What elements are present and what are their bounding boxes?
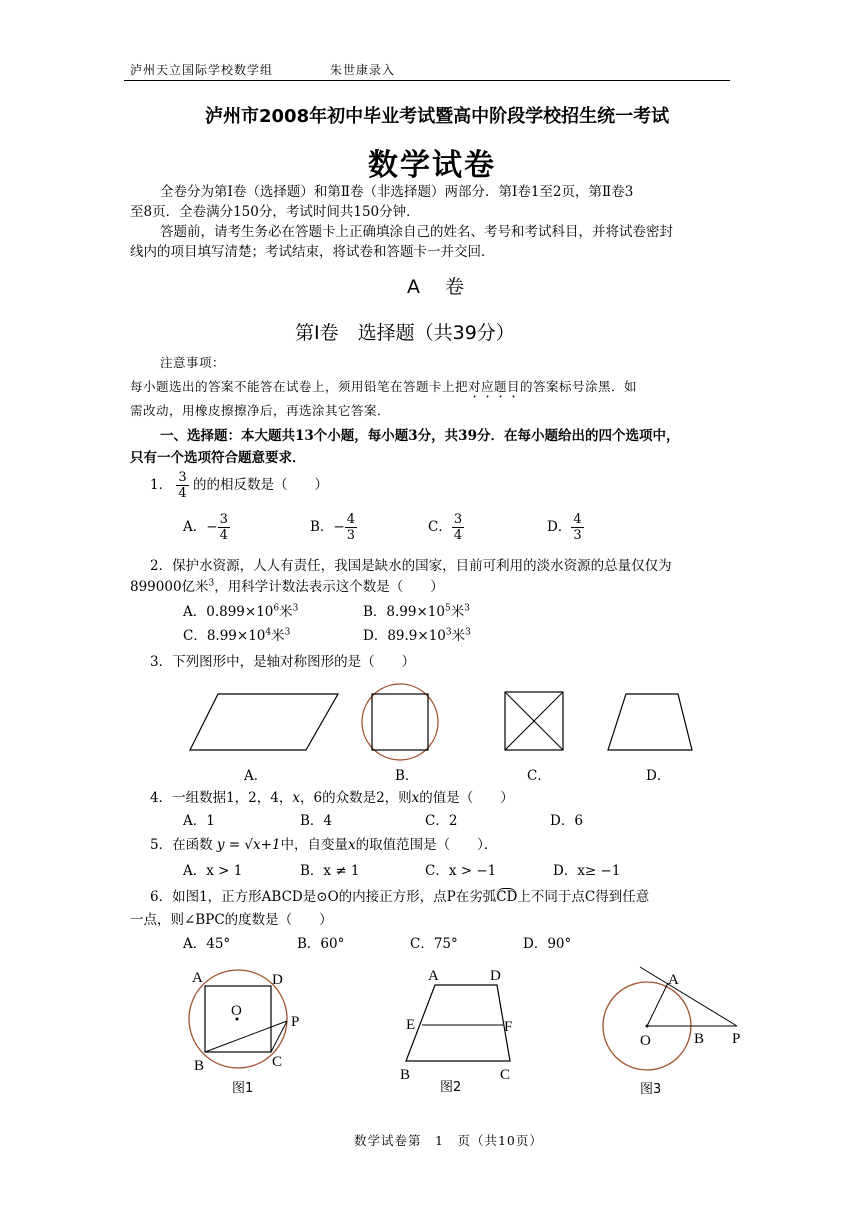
instructions-line-2: 只有一个选项符合题意要求． [130,450,306,466]
q1-frac-num: 3 [178,470,187,485]
fig3-label-o: O [640,1033,651,1049]
q1-number: 1． [150,477,173,493]
fig2-caption: 图2 [440,1080,462,1095]
q4-option-c: C．2 [425,813,458,829]
q2-d-text: D．89.9×10 [363,628,446,644]
q2-c-text: C．8.99×10 [183,628,266,644]
q4-option-b: B．4 [300,813,333,829]
q3-label-c: C． [527,768,551,784]
figure-3 [603,967,740,1097]
q4-pre: 4．一组数据1，2，4， [150,790,293,806]
q1-fraction [176,470,188,501]
q6-line-2: 一点，则∠BPC的度数是（ ） [130,912,333,928]
q3-label-d: D． [646,768,671,784]
q4-post: 的值是（ ） [419,790,514,806]
q2-a-cube: 3 [292,603,299,614]
q1-a-frac [218,512,230,543]
q4-var-2: x [411,790,420,806]
q6-arc: CD [496,889,518,905]
q2-option-d [363,624,471,644]
q1-b-frac [345,512,357,543]
fig1-caption: 图1 [232,1081,254,1096]
q2-d-unit: 米 [451,628,466,644]
fig3-caption: 图3 [640,1082,662,1097]
q2-line-1: 2．保护水资源，人人有责任，我国是缺水的国家，目前可利用的淡水资源的总量仅仅为 [150,558,672,574]
q1-a-label: A． [183,519,207,535]
q6-option-c: C．75° [410,936,458,952]
q2-line-2 [130,575,444,595]
q3-label-b: B． [395,768,419,784]
q1-text: 的的相反数是（ ） [192,477,328,493]
q2-b-unit: 米 [450,604,465,620]
fig3-label-a: A [668,972,679,988]
circle-square-figure [362,684,438,760]
q3-stem: 3．下列图形中，是轴对称图形的是（ ） [150,654,416,670]
q1-d-frac [571,512,583,543]
q2-option-b [363,600,470,620]
q1-stem [150,470,328,501]
notes-label: 注意事项： [160,355,226,370]
fig1-label-a: A [192,970,203,986]
q2-c-cube: 3 [284,627,291,638]
q6-line-1 [150,885,649,905]
fig2-label-b: B [400,1067,411,1083]
intro-line-4: 线内的项目填写清楚；考试结束，将试卷和答题卡一并交回． [130,244,495,260]
q1-d-den: 3 [573,528,582,543]
fig1-label-o: O [231,1003,242,1019]
instructions-line-1 [160,424,679,444]
q2-b-cube: 3 [464,603,470,614]
q2-option-c [183,624,290,644]
fig1-label-d: D [272,972,283,988]
q2-d-cube: 3 [465,627,471,638]
fig2-label-c: C [500,1067,511,1083]
intro-line-2: 至8页．全卷满分150分，考试时间共150分钟． [130,204,420,220]
q1-a-den: 4 [219,528,228,543]
q4-option-d: D．6 [550,813,583,829]
q1-c-frac [452,512,464,543]
intro-line-3: 答题前，请考生务必在答题卡上正确填涂自己的姓名、考号和考试科目，并将试卷密封 [160,224,673,240]
q1-option-c [428,512,464,543]
q6-option-d: D．90° [523,936,572,952]
fig2-label-f: F [504,1019,513,1035]
q2-b-text: B．8.99×10 [363,604,445,620]
q6-pre: 6．如图1，正方形ABCD是⊙O的内接正方形，点P在劣弧 [150,889,497,905]
q1-d-label: D． [547,519,572,535]
geometry-figures [0,955,860,1105]
q1-b-sign: − [333,519,345,535]
header-divider [124,80,730,81]
fig2-label-d: D [490,968,501,984]
q1-option-b [310,512,357,543]
header-author: 朱世康录入 [330,63,396,77]
fig2-label-a: A [428,968,439,984]
page-footer: 数学试卷第 1 页（共10页） [354,1133,543,1148]
q5-pre: 5．在函数 [150,837,213,853]
trapezoid-figure [608,694,692,750]
q1-c-den: 4 [453,528,463,543]
fig3-label-p: P [732,1031,741,1047]
parallelogram-figure [190,694,338,750]
q2-a-text: A．0.899×10 [183,604,274,620]
q5-option-c: C．x > −1 [425,863,497,879]
q4-option-a: A．1 [183,813,215,829]
q5-option-d: D．x≥ −1 [553,863,621,879]
q6-option-a: A．45° [183,936,231,952]
q1-b-num: 4 [346,512,356,527]
fig1-label-b: B [194,1058,205,1074]
exam-title: 泸州市2008年初中毕业考试暨高中阶段学校招生统一考试 [205,106,670,127]
notes-line-1-pre: 每小题选出的答案不能答在试卷上，须用铅笔在答题卡上把 [130,379,469,394]
q5-option-b: B．x ≠ 1 [300,863,360,879]
part1-heading: 第Ⅰ卷 选择题（共39分） [295,322,515,344]
q2-c-unit: 米 [271,628,285,644]
q3-label-a: A． [244,768,268,784]
notes-line-1 [130,377,637,401]
notes-line-1-post: 的答案标号涂黑．如 [520,379,638,394]
q4-var-1: x [292,790,300,806]
fig1-label-p: P [291,1014,300,1030]
q2-d-exp: 3 [445,627,452,638]
q1-a-sign: − [206,519,218,535]
instructions-rest: ．在每小题给出的四个选项中， [490,428,680,444]
q1-b-label: B． [310,519,334,535]
q6-option-b: B．60° [297,936,345,952]
intro-line-1: 全卷分为第Ⅰ卷（选择题）和第Ⅱ卷（非选择题）两部分．第Ⅰ卷1至2页，第Ⅱ卷3 [160,184,634,200]
q2-a-unit: 米 [279,604,293,620]
fig3-label-b: B [694,1031,705,1047]
q5-function: y = √x+1 [216,837,281,853]
q1-c-label: C． [428,519,452,535]
notes-line-2: 需改动，用橡皮擦擦净后，再选涂其它答案． [130,403,391,418]
figure-1 [189,970,299,1096]
exam-subtitle: 数学试卷 [368,148,496,183]
header-school: 泸州天立国际学校数学组 [130,63,274,77]
q2-amount: 899000亿米 [130,579,209,595]
q5-option-a: A．x > 1 [183,863,243,879]
fig2-label-e: E [406,1017,416,1033]
square-diagonals-figure [505,692,563,750]
q2-cube: 3 [208,578,215,589]
q2-option-a [183,600,298,620]
q1-a-num: 3 [219,512,228,527]
q5-var: x [348,837,356,853]
q4-stem [150,786,514,806]
q5-post: 中，自变量 [280,837,349,853]
instructions-bold: 一、选择题：本大题共13个小题，每小题3分，共39分 [160,428,491,444]
q1-c-num: 3 [453,512,463,527]
q6-post: 上不同于点C得到任意 [517,889,650,905]
q2-a-exp: 6 [273,603,280,614]
q5-stem [150,833,497,853]
q2-b-exp: 5 [444,603,451,614]
q1-option-d [547,512,584,543]
q1-option-a [183,512,230,543]
q2-c-exp: 4 [265,627,272,638]
figure-2 [400,968,512,1095]
q1-d-num: 4 [573,512,582,527]
section-a-heading: A 卷 [407,276,465,298]
q4-mid: ，6的众数是2，则 [299,790,412,806]
q5-end: 的取值范围是（ ）． [355,837,498,853]
q2-line-2-post: ，用科学计数法表示这个数是（ ） [214,579,444,595]
fig1-label-c: C [272,1054,283,1070]
notes-line-1-emphasis: 对应题目 [468,379,521,394]
q1-frac-den: 4 [178,486,187,501]
q1-b-den: 3 [346,528,356,543]
q3-figures [0,670,860,785]
